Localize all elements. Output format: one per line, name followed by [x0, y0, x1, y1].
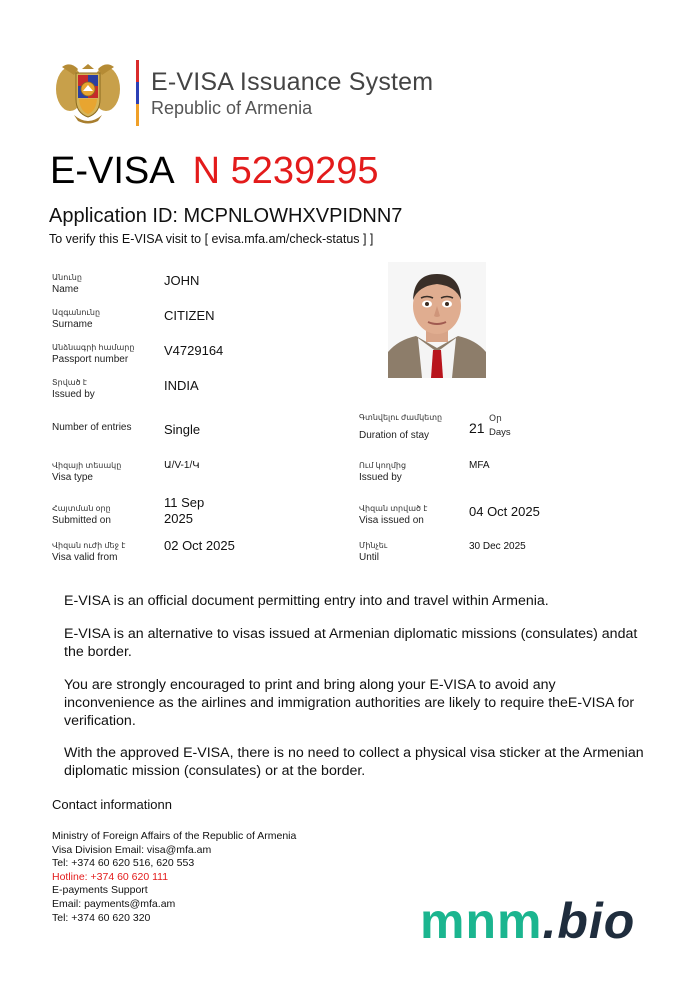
- issued-by-country-label: Տրված է Issued by: [52, 378, 95, 400]
- issued-by-country-value: INDIA: [164, 378, 199, 393]
- armenian-coat-of-arms-logo: [52, 59, 124, 127]
- visa-type-label: Վիզայի տեսակը Visa type: [52, 461, 122, 483]
- contact-line: Tel: +374 60 620 320: [52, 911, 151, 924]
- passport-label: Անձնագրի համարը Passport number: [52, 343, 135, 365]
- visa-issued-on-value: 04 Oct 2025: [469, 504, 540, 519]
- duration-label: Գտնվելու ժամկետը Duration of stay: [359, 413, 443, 441]
- name-value: JOHN: [164, 273, 200, 288]
- contact-line: Visa Division Email: visa@mfa.am: [52, 843, 212, 856]
- application-id: Application ID: MCPNLOWHXVPIDNN7: [49, 205, 403, 227]
- visa-issued-on-label: Վիզան տրված է Visa issued on: [359, 504, 428, 526]
- duration-value: 21: [469, 420, 485, 436]
- submitted-on-value: 11 Sep 2025: [164, 495, 205, 526]
- contact-line: Email: payments@mfa.am: [52, 897, 176, 910]
- info-paragraph: E-VISA is an official document permitting entry into and travel within Armenia.: [64, 593, 549, 609]
- system-subtitle: Republic of Armenia: [151, 98, 313, 118]
- until-label: Մինչեւ Until: [359, 541, 388, 563]
- surname-value: CITIZEN: [164, 308, 215, 323]
- valid-from-value: 02 Oct 2025: [164, 538, 235, 553]
- verify-instructions: To verify this E-VISA visit to [ evisa.mfa.am/check-status ] ]: [49, 232, 374, 246]
- surname-label: Ազգանունը Surname: [52, 308, 101, 330]
- valid-from-label: Վիզան ուժի մեջ է Visa valid from: [52, 541, 126, 563]
- evisa-label: E-VISA: [50, 150, 175, 192]
- applicant-photo: [388, 262, 486, 378]
- contact-line: Tel: +374 60 620 516, 620 553: [52, 857, 195, 870]
- evisa-number: N 5239295: [192, 150, 379, 192]
- duration-unit: Օր Days: [489, 413, 511, 438]
- entries-value: Single: [164, 422, 201, 437]
- contact-block: [52, 830, 296, 925]
- name-label: Անունը Name: [52, 273, 82, 295]
- entries-label: Number of entries: [52, 422, 132, 433]
- visa-type-value: Ա/V-1/Կ: [164, 460, 200, 471]
- issued-by-authority-value: MFA: [469, 460, 490, 471]
- system-title: E-VISA Issuance System: [151, 68, 434, 96]
- evisa-title: [50, 148, 379, 194]
- info-paragraph: With the approved E-VISA, there is no need to collect a physical visa sticker at the Armenian diplomatic mission (consulates) or at the border.: [64, 745, 644, 779]
- submitted-on-label: Հայտման օրը Submitted on: [52, 504, 111, 526]
- mnm-bio-watermark: mnm.bio: [420, 893, 636, 949]
- info-paragraph: E-VISA is an alternative to visas issued at Armenian diplomatic missions (consulates) andat the border.: [64, 626, 638, 660]
- contact-line: Ministry of Foreign Affairs of the Republic of Armenia: [52, 830, 297, 842]
- armenian-flag-divider: [136, 60, 139, 126]
- issued-by-authority-label: Ում կողմից Issued by: [359, 461, 407, 483]
- page-header: [52, 58, 433, 128]
- hotline-line: Hotline: +374 60 620 111: [52, 870, 169, 883]
- until-value: 30 Dec 2025: [469, 541, 526, 552]
- passport-value: V4729164: [164, 343, 224, 358]
- info-paragraph: You are strongly encouraged to print and bring along your E-VISA to avoid any inconvenience as the airlines and immigration authorities are likely to require theE-VISA for verification.: [64, 677, 635, 729]
- contact-heading: Contact informationn: [52, 797, 172, 812]
- contact-line: E-payments Support: [52, 884, 148, 897]
